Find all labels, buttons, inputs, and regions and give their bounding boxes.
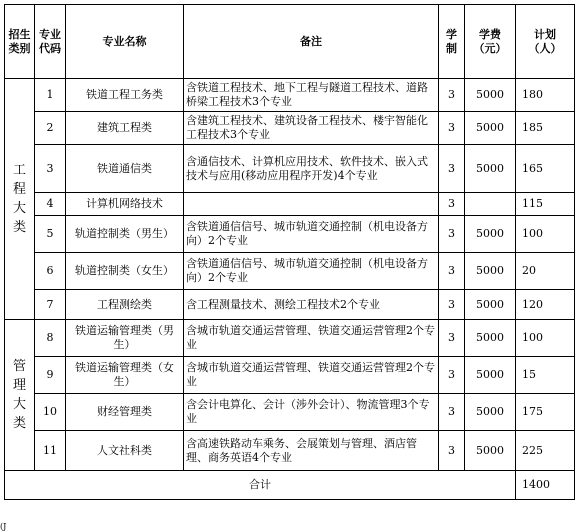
table-row [5, 79, 575, 112]
years-cell: 3 [439, 431, 465, 471]
code-cell: 10 [35, 394, 66, 431]
header-remark: 备注 [184, 5, 439, 79]
header-fee: 学费 （元） [465, 5, 516, 79]
fee-cell: 5000 [465, 290, 516, 320]
remark-cell: 含高速铁路动车乘务、会展策划与管理、酒店管理、商务英语4个专业 [184, 431, 439, 471]
code-cell: 9 [35, 357, 66, 394]
years-cell: 3 [439, 112, 465, 145]
years-cell: 3 [439, 216, 465, 253]
category-cell: 管 理 大 类 [5, 320, 35, 471]
years-cell: 3 [439, 290, 465, 320]
remark-cell: 含通信技术、计算机应用技术、软件技术、嵌入式技术与应用(移动应用程序开发)4个专业 [184, 145, 439, 193]
table-row [5, 145, 575, 193]
remark-cell: 含会计电算化、会计（涉外会计）、物流管理3个专业 [184, 394, 439, 431]
code-cell: 3 [35, 145, 66, 193]
fee-cell [465, 193, 516, 216]
table-row [5, 193, 575, 216]
remark-cell [184, 193, 439, 216]
code-cell: 1 [35, 79, 66, 112]
plan-cell: 225 [516, 431, 575, 471]
plan-cell: 100 [516, 320, 575, 357]
fee-cell: 5000 [465, 145, 516, 193]
total-row [5, 471, 575, 500]
name-cell: 建筑工程类 [66, 112, 184, 145]
category-cell: 工 程 大 类 [5, 79, 35, 320]
fee-cell: 5000 [465, 394, 516, 431]
admission-plan-table [4, 4, 575, 500]
table-row [5, 290, 575, 320]
fee-cell: 5000 [465, 216, 516, 253]
code-cell: 7 [35, 290, 66, 320]
footnote: (J [0, 522, 7, 531]
fee-cell: 5000 [465, 357, 516, 394]
years-cell: 3 [439, 253, 465, 290]
plan-cell: 15 [516, 357, 575, 394]
table-row [5, 394, 575, 431]
header-row [5, 5, 575, 79]
name-cell: 铁道工程工务类 [66, 79, 184, 112]
plan-cell: 180 [516, 79, 575, 112]
fee-cell: 5000 [465, 320, 516, 357]
name-cell: 工程测绘类 [66, 290, 184, 320]
code-cell: 8 [35, 320, 66, 357]
plan-cell: 175 [516, 394, 575, 431]
code-cell: 2 [35, 112, 66, 145]
years-cell: 3 [439, 79, 465, 112]
code-cell: 11 [35, 431, 66, 471]
years-cell: 3 [439, 145, 465, 193]
years-cell: 3 [439, 193, 465, 216]
code-cell: 5 [35, 216, 66, 253]
plan-cell: 120 [516, 290, 575, 320]
plan-cell: 185 [516, 112, 575, 145]
table-row [5, 112, 575, 145]
name-cell: 计算机网络技术 [66, 193, 184, 216]
remark-cell: 含铁道通信信号、城市轨道交通控制（机电设备方向）2个专业 [184, 253, 439, 290]
table-row [5, 320, 575, 357]
years-cell: 3 [439, 320, 465, 357]
header-name: 专业名称 [66, 5, 184, 79]
plan-cell: 115 [516, 193, 575, 216]
table-body [5, 79, 575, 500]
years-cell: 3 [439, 357, 465, 394]
plan-cell: 20 [516, 253, 575, 290]
name-cell: 财经管理类 [66, 394, 184, 431]
header-years: 学 制 [439, 5, 465, 79]
fee-cell: 5000 [465, 253, 516, 290]
name-cell: 轨道控制类（女生） [66, 253, 184, 290]
code-cell: 6 [35, 253, 66, 290]
years-cell: 3 [439, 394, 465, 431]
header-plan: 计划 （人） [516, 5, 575, 79]
header-category: 招生 类别 [5, 5, 35, 79]
fee-cell: 5000 [465, 112, 516, 145]
remark-cell: 含工程测量技术、测绘工程技术2个专业 [184, 290, 439, 320]
name-cell: 铁道运输管理类（女生） [66, 357, 184, 394]
plan-cell: 100 [516, 216, 575, 253]
name-cell: 铁道运输管理类（男生） [66, 320, 184, 357]
fee-cell: 5000 [465, 79, 516, 112]
table-row [5, 216, 575, 253]
total-plan: 1400 [516, 471, 575, 500]
plan-cell: 165 [516, 145, 575, 193]
name-cell: 轨道控制类（男生） [66, 216, 184, 253]
name-cell: 人文社科类 [66, 431, 184, 471]
code-cell: 4 [35, 193, 66, 216]
table-row [5, 253, 575, 290]
table-row [5, 357, 575, 394]
table-row [5, 431, 575, 471]
fee-cell: 5000 [465, 431, 516, 471]
remark-cell: 含城市轨道交通运营管理、铁道交通运营管理2个专业 [184, 357, 439, 394]
remark-cell: 含铁道工程技术、地下工程与隧道工程技术、道路桥梁工程技术3个专业 [184, 79, 439, 112]
remark-cell: 含城市轨道交通运营管理、铁道交通运营管理2个专业 [184, 320, 439, 357]
remark-cell: 含建筑工程技术、建筑设备工程技术、楼宇智能化工程技术3个专业 [184, 112, 439, 145]
remark-cell: 含铁道通信信号、城市轨道交通控制（机电设备方向）2个专业 [184, 216, 439, 253]
name-cell: 铁道通信类 [66, 145, 184, 193]
total-label: 合计 [5, 471, 516, 500]
header-code: 专业 代码 [35, 5, 66, 79]
